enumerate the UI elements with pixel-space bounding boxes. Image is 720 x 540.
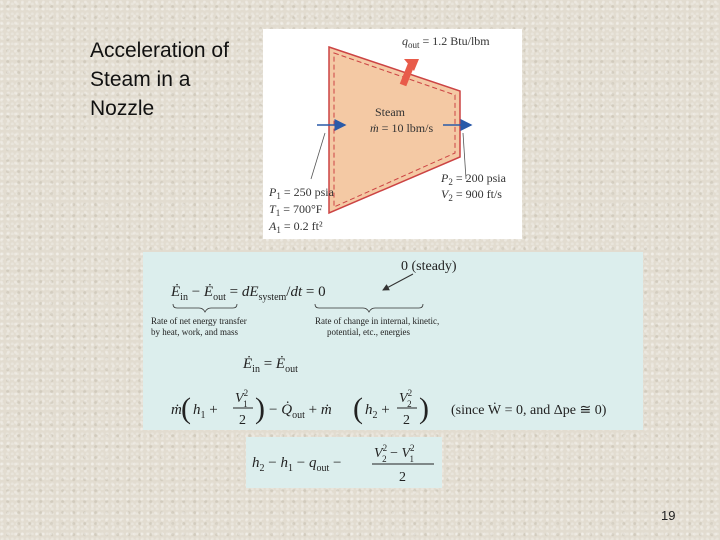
svg-text:): )	[255, 392, 265, 425]
svg-text:V22 − V21: $V^2$ $2 - V^2$ 1	[374, 443, 415, 464]
slide-title: Acceleration of Steam in a Nozzle	[90, 39, 229, 120]
rate-change-caption: Rate of change in internal, kinetic,	[315, 316, 440, 326]
svg-text:V21: $V^2$ 1	[235, 388, 249, 409]
svg-text:h2 − h1 − qout −: $h_2 - h_1 - q_{out}$ −	[252, 455, 342, 474]
svg-text:2: 2	[399, 470, 406, 485]
svg-text:ṁ: ṁ	[171, 402, 182, 418]
transfer-brace	[173, 304, 237, 312]
svg-text:(: (	[181, 392, 191, 425]
svg-text:h1 +: $h_1$ +	[193, 402, 218, 421]
inlet-temperature: $T_1 = 700^\circ F$	[269, 202, 323, 218]
energy-balance-equations	[143, 252, 643, 430]
outlet-velocity: $V_2 = 900$ ft/s	[441, 187, 502, 203]
svg-text:h2 +: $h_2$ +	[365, 402, 390, 421]
nozzle-energy-equation	[171, 388, 429, 428]
slide-number: 19	[661, 508, 676, 523]
svg-text:2: 2	[239, 413, 246, 428]
energy-in-equals-out: $Ė_{in}$ = $Ė_{out}$	[243, 356, 298, 375]
change-brace	[315, 304, 423, 312]
result-equation-panel	[246, 437, 442, 488]
svg-text:(: (	[353, 392, 363, 425]
mass-flow-label: ṁ = 10 lbm/s	[370, 121, 434, 135]
svg-text:− Q̇out + ṁ: − $Q̇_{out}$ + ṁ	[269, 402, 332, 421]
steady-arrow-icon	[383, 274, 413, 290]
net-transfer-caption-2: by heat, work, and mass	[151, 327, 238, 337]
svg-text:): )	[419, 392, 429, 425]
since-clause: (since Ẇ = 0, and Δpe ≅ 0)	[451, 403, 607, 418]
svg-text:2: 2	[403, 413, 410, 428]
result-equation	[246, 437, 442, 488]
heat-out-label: $q_{out} = 1.2$ Btu/lbm	[402, 34, 490, 50]
svg-text:V22: $V^2$ 2	[399, 388, 413, 409]
energy-rate-balance: $Ė_{in}$ − $Ė_{out}$ = $dE_{system}/dt$ = 0	[171, 284, 326, 303]
outlet-pressure: $P_2 = 200$ psia	[441, 171, 506, 187]
steady-label: 0 (steady)	[401, 259, 457, 274]
inlet-leader-line	[311, 133, 325, 179]
inlet-pressure: $P_1 = 250$ psia	[269, 185, 334, 201]
steam-label: Steam	[375, 105, 405, 119]
energy-balance-panel	[143, 252, 643, 430]
nozzle-diagram	[263, 29, 522, 239]
rate-change-caption-2: potential, etc., energies	[327, 327, 411, 337]
net-transfer-caption: Rate of net energy transfer	[151, 316, 247, 326]
nozzle-figure	[263, 29, 522, 239]
inlet-area: $A_1 = 0.2$ ft²	[269, 219, 323, 235]
